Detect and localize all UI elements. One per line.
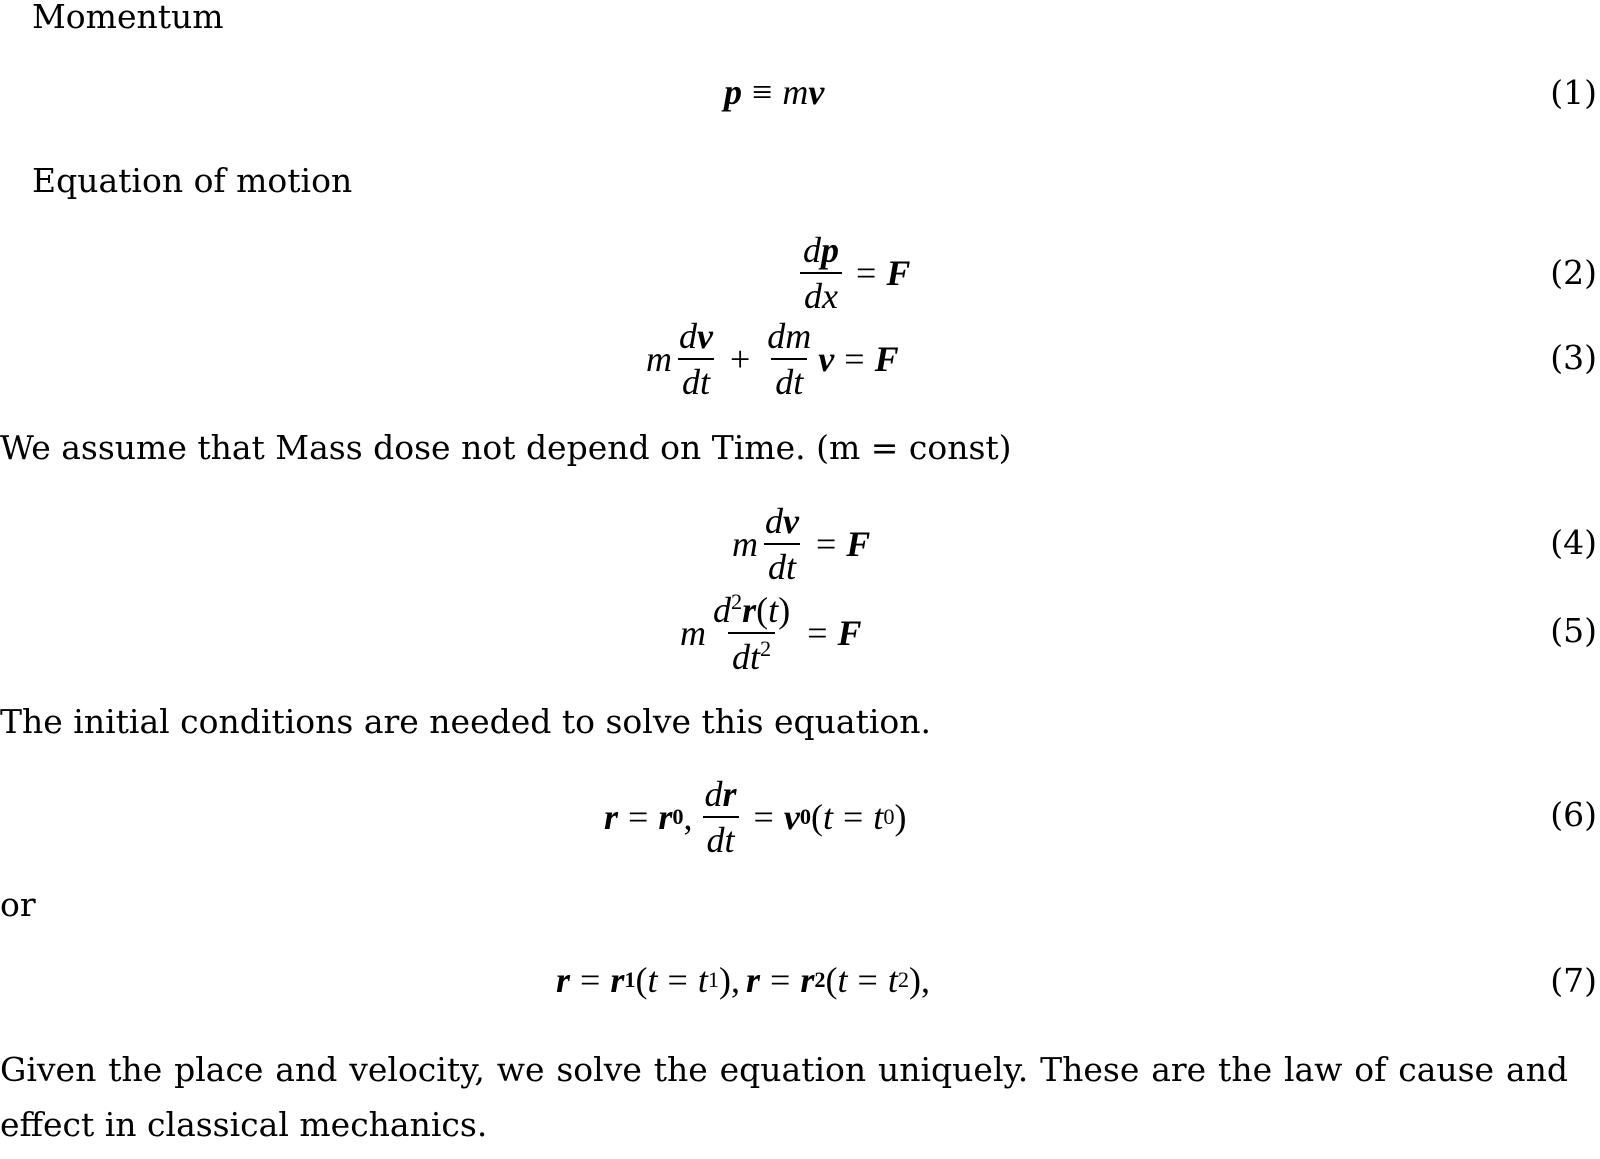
paragraph-or: or [0,885,36,924]
equation-number-2: (2) [1550,253,1597,292]
equation-number-6: (6) [1550,795,1597,834]
equation-3: m $\frac{dv}{dt}$ + $\frac{dm}{dt}$ v = F [646,316,899,402]
equation-number-4: (4) [1550,523,1597,562]
equation-2: $\frac{dp}{dx}$ = F [796,232,910,314]
paragraph-mass-assumption: We assume that Mass dose not depend on Time. (m = const) [0,428,1012,467]
paragraph-conclusion: Given the place and velocity, we solve the equation uniquely. These are the law of cause and effect in classical mechanics. [0,1050,1568,1144]
equation-number-3: (3) [1550,338,1597,377]
section-label-equation-of-motion: Equation of motion [32,161,353,200]
equation-5: m $\frac{d^2r(t)}{dt^2}$ = F [680,589,862,677]
equation-4: m $\frac{dv}{dt}$ = F [732,501,871,587]
equation-1: p ≡ m v [724,72,825,112]
equation-7: r = r 1 ( t = t 1 ), r = r 2 ( t = t 2 ), [556,960,930,1000]
paragraph-initial-conditions: The initial conditions are needed to solve this equation. [0,702,932,741]
equation-number-7: (7) [1550,961,1597,1000]
equation-number-5: (5) [1550,611,1597,650]
equation-6: r = r 0 , $\frac{dr}{dt}$ = v 0 ( t = t 0 ) [604,774,907,860]
equation-number-1: (1) [1550,73,1597,112]
section-label-momentum: Momentum [32,0,224,36]
